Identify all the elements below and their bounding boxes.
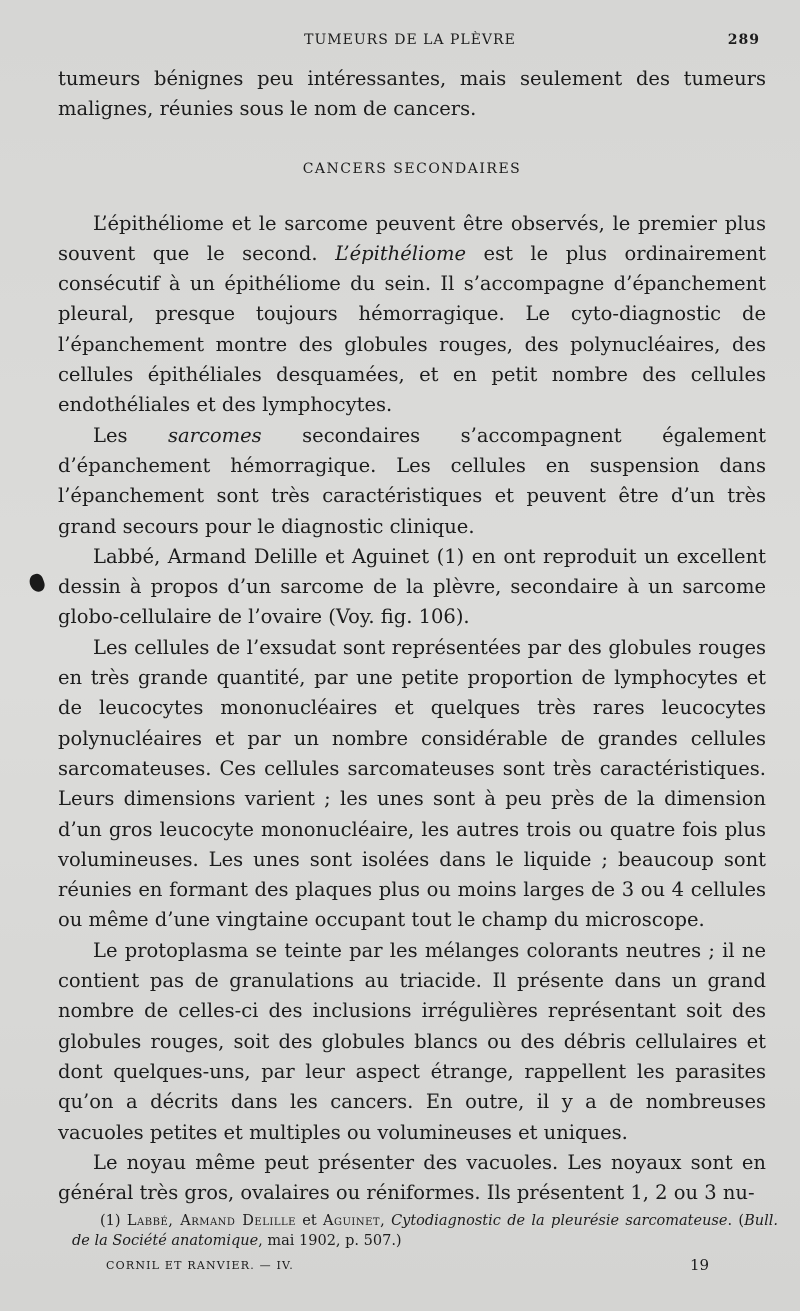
paragraph-labbe: Labbé, Armand Delille et Aguinet (1) en ont reproduit un excellent dessin à propos d’un sarcome de la plèvre, secondaire à un sarcome globo-cellulaire de l’ovaire (Voy. fig. 106). [58, 544, 766, 629]
paragraph-protoplasma: Le protoplasma se teinte par les mélanges colorants neutres ; il ne contient pas de granulations au triacide. Il présente dans un grand nombre de celles-ci des inclusions irrégulières représentant soit des globules rouges, soit des globules blancs ou des débris cellulaires et dont quelques-uns, par leur aspect étrange, rappellent les parasites qu’on a décrits dans les cancers. En outre, il y a de nombreuses vacuoles petites et multiples ou volumineuses et uniques. [58, 938, 766, 1144]
body-text [58, 64, 766, 1208]
paragraph-cellules: Les cellules de l’exsudat sont représentées par des globules rouges en très grande quantité, par une petite proportion de lymphocytes et de leucocytes mononucléaires et quelques très rares leucocytes polynucléaires et par un nombre considérable de grandes cellules sarcomateuses. Ces cellules sarcomateuses sont très caractéristiques. Leurs dimensions varient ; les unes sont à peu près de la dimension d’un gros leucocyte mononucléaire, les autres trois ou quatre fois plus volumineuses. Les unes sont isolées dans le liquide ; beaucoup sont réunies en formant des plaques plus ou moins larges de 3 ou 4 cellules ou même d’une vingtaine occupant tout le champ du microscope. [58, 635, 766, 932]
signature-number: 19 [690, 1256, 710, 1274]
paragraph-epitheliome: L’épithéliome et le sarcome peuvent être observés, le premier plus souvent que le second. L’épithéliome est le plus ordinairement consécutif à un épithéliome du sein. Il s’accompagne d’épanchement pleural, presque toujours hémorragique. Le cyto-diagnostic de l’épanchement montre des globules rouges, des polynucléaires, des cellules épithéliales desquamées, et en petit nombre des cellules endothéliales et des lymphocytes. [58, 211, 767, 417]
running-title: TUMEURS DE LA PLÈVRE [304, 32, 516, 48]
signature-mark: CORNIL ET RANVIER. — IV. [106, 1259, 294, 1272]
footnote-journal: Bull. de la Société anatomique [72, 1213, 778, 1249]
footnote-authors: Labbé, Armand Delille [126, 1213, 296, 1229]
page-number: 289 [727, 32, 760, 48]
emphasis-sarcomes: sarcomes [168, 423, 262, 447]
intro-paragraph: tumeurs bénignes peu intéressantes, mais seulement des tumeurs malignes, réunies sous le nom de cancers. [58, 67, 766, 121]
footnote: (1) Labbé, Armand Delille et Aguinet, Cytodiagnostic de la pleurésie sarcomateuse. (Bull. de la Société anatomique, mai 1902, p. 507.) [72, 1213, 778, 1249]
page-header [60, 32, 760, 52]
footnote-title: Cytodiagnostic de la pleurésie sarcomateuse [391, 1213, 728, 1229]
ink-blot [27, 572, 46, 594]
paragraph-sarcomes: Les sarcomes secondaires s’accompagnent également d’épanchement hémorragique. Les cellules en suspension dans l’épanchement sont très caractéristiques et peuvent être d’un très grand secours pour le diagnostic clinique. [58, 423, 766, 538]
paragraph-noyau: Le noyau même peut présenter des vacuoles. Les noyaux sont en général très gros, ovalaires ou réniformes. Ils présentent 1, 2 ou 3 nu- [58, 1150, 766, 1205]
section-heading: CANCERS SECONDAIRES [302, 160, 522, 177]
emphasis-epitheliome: L’épithéliome [335, 241, 467, 265]
